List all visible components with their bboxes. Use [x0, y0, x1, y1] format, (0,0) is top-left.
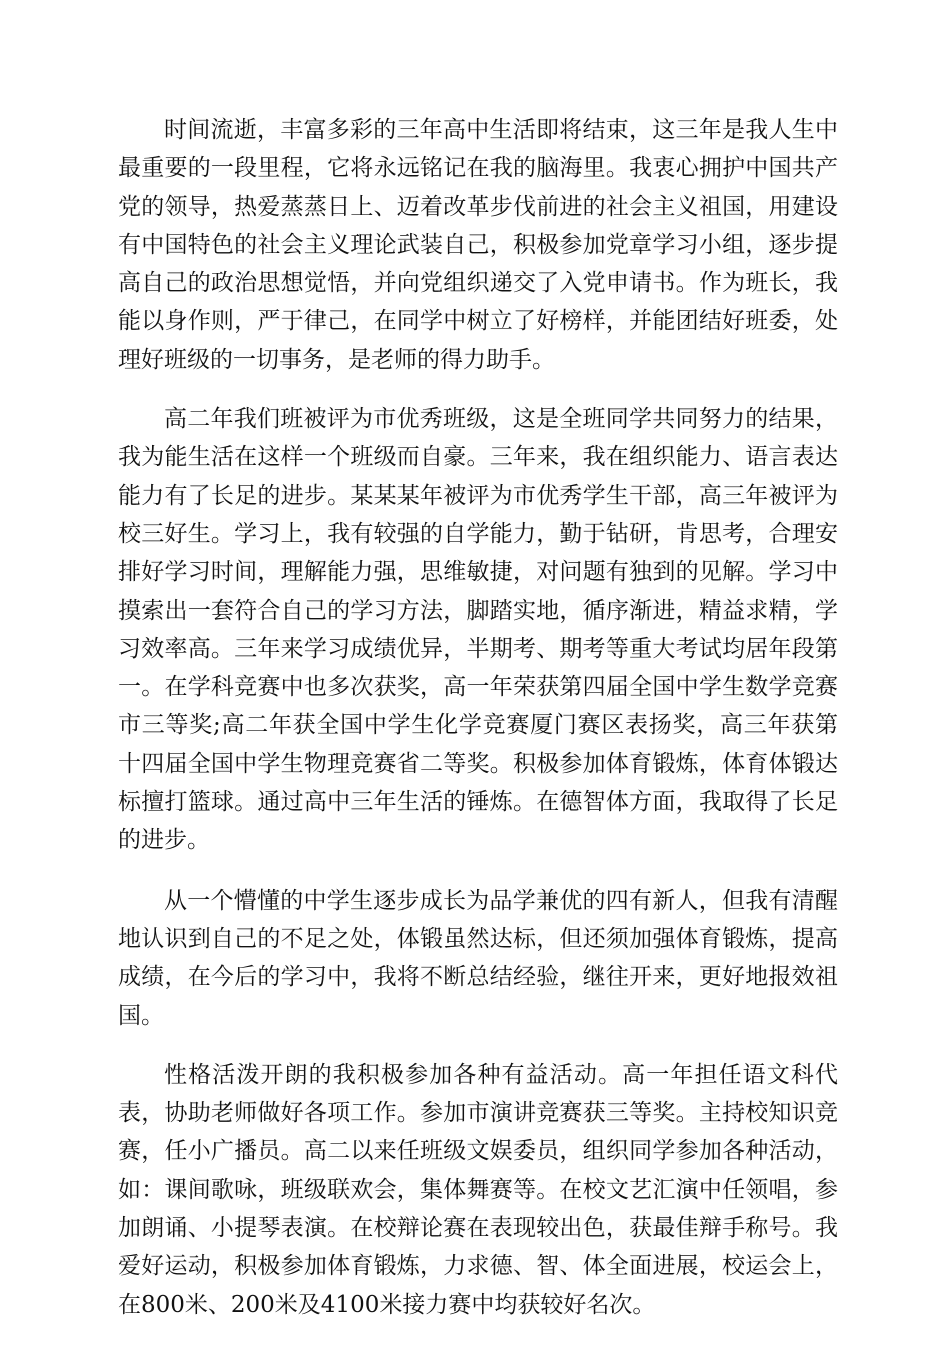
paragraph-1: 时间流逝，丰富多彩的三年高中生活即将结束，这三年是我人生中最重要的一段里程，它将永远铭记在我的脑海里。我衷心拥护中国共产党的领导，热爱蒸蒸日上、迈着改革步伐前进的社会主义祖国，用建设有中国特色的社会主义理论武装自己，积极参加党章学习小组，逐步提高自己的政治思想觉悟，并向党组织递交了入党申请书。作为班长，我能以身作则，严于律己，在同学中树立了好榜样，并能团结好班委，处理好班级的一切事务，是老师的得力助手。: [118, 117, 838, 373]
paragraph-4: 性格活泼开朗的我积极参加各种有益活动。高一年担任语文科代表，协助老师做好各项工作。参加市演讲竞赛获三等奖。主持校知识竞赛，任小广播员。高二以来任班级文娱委员，组织同学参加各种活动，如：课间歌咏，班级联欢会，集体舞赛等。在校文艺汇演中任领唱，参加朗诵、小提琴表演。在校辩论赛在表现较出色，获最佳辩手称号。我爱好运动，积极参加体育锻炼，力求德、智、体全面进展，校运会上，在800米、200米及4100米接力赛中均获较好名次。: [118, 1061, 838, 1318]
document-body: [118, 111, 838, 1345]
paragraph-2: 高二年我们班被评为市优秀班级，这是全班同学共同努力的结果，我为能生活在这样一个班级而自豪。三年来，我在组织能力、语言表达能力有了长足的进步。某某某年被评为市优秀学生干部，高三年被评为校三好生。学习上，我有较强的自学能力，勤于钻研，肯思考，合理安排好学习时间，理解能力强，思维敏捷，对问题有独到的见解。学习中摸索出一套符合自己的学习方法，脚踏实地，循序渐进，精益求精，学习效率高。三年来学习成绩优异，半期考、期考等重大考试均居年段第一。在学科竞赛中也多次获奖，高一年荣获第四届全国中学生数学竞赛市三等奖;高二年获全国中学生化学竞赛厦门赛区表扬奖，高三年获第十四届全国中学生物理竞赛省二等奖。积极参加体育锻炼，体育体锻达标擅打篮球。通过高中三年生活的锤炼。在德智体方面，我取得了长足的进步。: [118, 406, 838, 854]
paragraph-3: 从一个懵懂的中学生逐步成长为品学兼优的四有新人，但我有清醒地认识到自己的不足之处，体锻虽然达标，但还须加强体育锻炼，提高成绩，在今后的学习中，我将不断总结经验，继往开来，更好地报效祖国。: [118, 887, 838, 1029]
